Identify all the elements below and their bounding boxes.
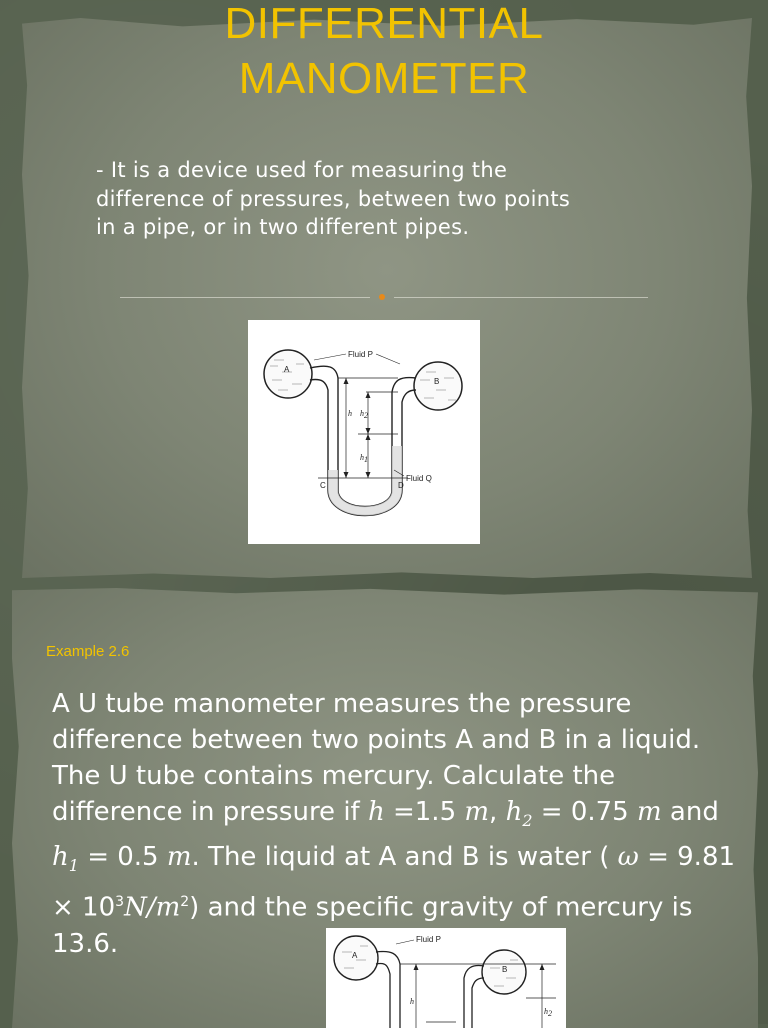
label-a-2: A (352, 951, 358, 960)
problem-text-9: ) and the specific gravity of mercury is 13.6. (52, 893, 693, 960)
pipe-a-circle (264, 350, 312, 398)
label-c: C (320, 481, 326, 490)
label-h2-sub-2: 2 (548, 1009, 552, 1018)
label-fluid-q: Fluid Q (406, 474, 432, 483)
label-a: A (284, 365, 290, 374)
label-h2-2: h (544, 1007, 548, 1016)
problem-text-6: = 0.5 (78, 842, 167, 873)
symbol-h2-sub: 2 (522, 811, 533, 831)
label-b: B (434, 377, 440, 386)
problem-text-8: = 9.81 × 10 (52, 842, 736, 924)
symbol-h1: h (52, 842, 69, 873)
example-label: Example 2.6 (46, 643, 130, 660)
problem-statement (52, 686, 742, 962)
symbol-omega: ω (617, 842, 639, 873)
differential-manometer-diagram (248, 320, 480, 544)
symbol-h: h (367, 797, 385, 827)
symbol-h2: h (505, 797, 523, 827)
problem-text-5: and (661, 797, 719, 827)
problem-text-3: , (489, 797, 506, 827)
u-tube-manometer-diagram (326, 928, 566, 1028)
pipe-b-circle (414, 362, 462, 410)
symbol-h1-sub: 1 (68, 856, 79, 876)
exponent-2: 2 (180, 894, 190, 911)
slide-title (0, 0, 768, 106)
label-h1-sub: 1 (364, 455, 368, 464)
exponent-3: 3 (115, 894, 125, 911)
label-h1: h (360, 453, 364, 462)
label-h: h (348, 409, 352, 418)
divider (120, 290, 648, 304)
label-h-2: h (410, 997, 414, 1006)
definition-text: - It is a device used for measuring the difference of pressures, between two points in a pipe, or in two different pipes. (96, 158, 571, 239)
label-fluid-p: Fluid P (348, 350, 373, 359)
label-d: D (398, 481, 404, 490)
label-fluid-p-2: Fluid P (416, 935, 441, 944)
problem-text-1: A U tube manometer measures the pressure difference between two points A and B in a liquid. The U tube contains mercury. Calculate the difference in pressure if (52, 689, 701, 827)
problem-text-2: =1.5 (384, 797, 465, 827)
label-h2-sub: 2 (364, 411, 368, 420)
unit-m-3: m (166, 842, 192, 873)
divider-dot (379, 294, 385, 300)
problem-text-7: . The liquid at A and B is water ( (191, 842, 618, 873)
problem-text-4: = 0.75 (532, 797, 637, 827)
unit-m-2: m (637, 797, 662, 827)
label-h2: h (360, 409, 364, 418)
unit-m-1: m (464, 797, 490, 827)
label-b-2: B (502, 965, 508, 974)
unit-n-per-m: N/m (124, 893, 181, 924)
title-line-1: DIFFERENTIAL (224, 0, 544, 48)
title-line-2: MANOMETER (238, 54, 530, 103)
